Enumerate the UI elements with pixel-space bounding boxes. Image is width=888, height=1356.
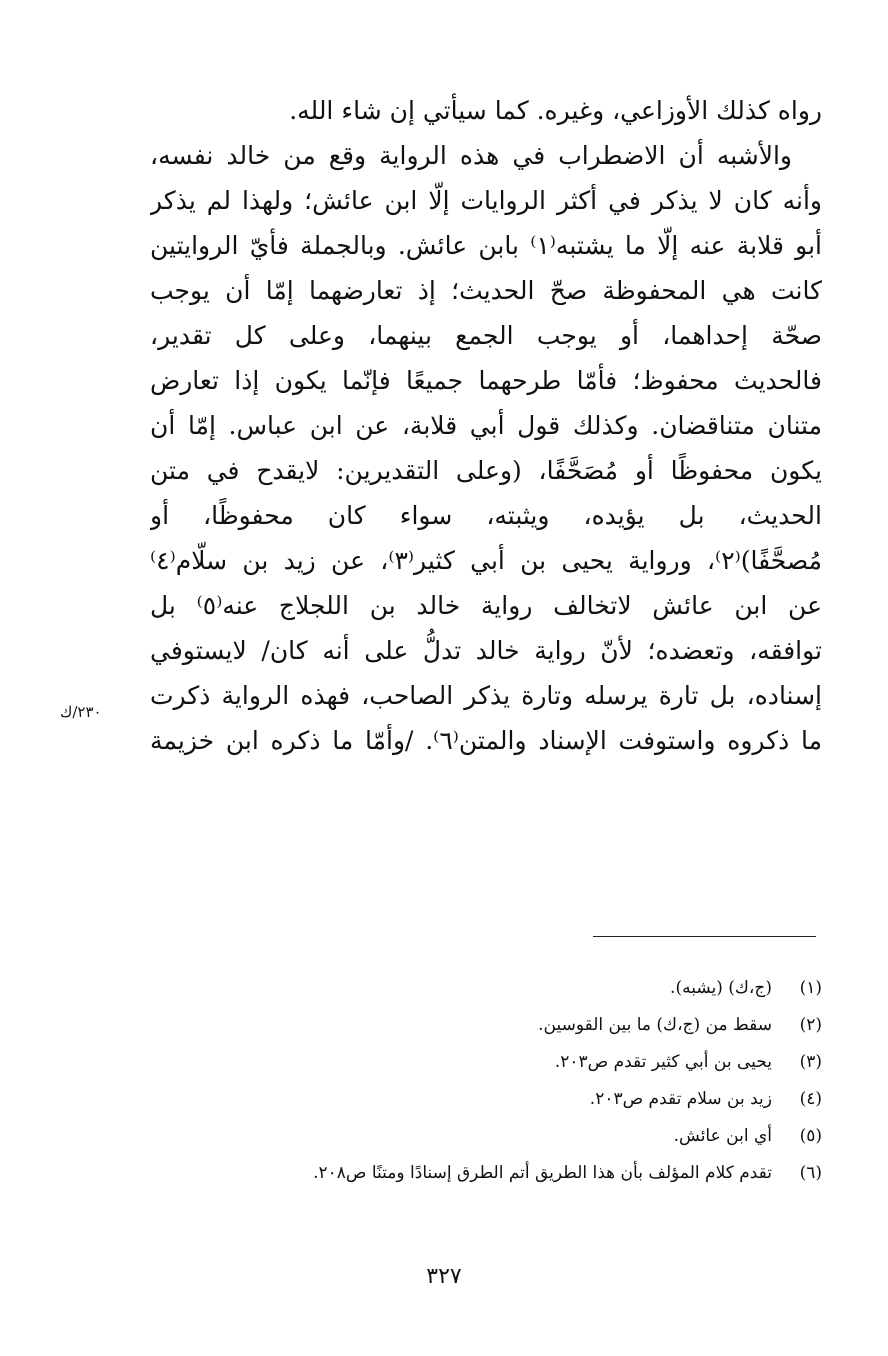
footnotes — [150, 970, 822, 1192]
text-line: توافقه، وتعضده؛ لأنّ رواية خالد تدلُّ على أنه كان/ لايستوفي — [150, 636, 822, 665]
manuscript-margin-note: ٢٣٠/ك — [60, 703, 102, 721]
footnote-text: أي ابن عائش. — [673, 1126, 772, 1146]
text-line: والأشبه أن الاضطراب في هذه الرواية وقع من خالد نفسه، — [150, 141, 792, 170]
text-line: عن ابن عائش لاتخالف رواية خالد بن اللجلاج عنه⁽٥⁾ بل — [150, 591, 822, 620]
footnote — [150, 1155, 822, 1192]
text-line: أبو قلابة عنه إلّا ما يشتبه⁽١⁾ بابن عائش. وبالجملة فأيّ الروايتين — [150, 231, 822, 260]
footnote-text: يحيى بن أبي كثير تقدم ص٢٠٣. — [554, 1052, 772, 1072]
footnote-text: (ج،ك) (يشبه). — [670, 978, 772, 998]
text-line: متنان متناقضان. وكذلك قول أبي قلابة، عن ابن عباس. إمّا أن — [150, 411, 822, 440]
text-line: صحّة إحداهما، أو يوجب الجمع بينهما، وعلى كل تقدير، — [150, 321, 822, 350]
footnote-text: تقدم كلام المؤلف بأن هذا الطريق أتم الطرق إسنادًا ومتنًا ص٢٠٨. — [313, 1163, 772, 1183]
footnote-number: (٥) — [799, 1126, 822, 1146]
footnote — [150, 1118, 822, 1155]
text-line: مُصحَّفًا)⁽٢⁾، ورواية يحيى بن أبي كثير⁽٣⁾، عن زيد بن سلّام⁽٤⁾ — [150, 546, 822, 575]
footnote-number: (٢) — [799, 1015, 822, 1035]
text-line: كانت هي المحفوظة صحّ الحديث؛ إذ تعارضهما إمّا أن يوجب — [150, 276, 822, 305]
footnote — [150, 1081, 822, 1118]
text-line: رواه كذلك الأوزاعي، وغيره. كما سيأتي إن شاء الله. — [289, 96, 822, 125]
text-line: الحديث، بل يؤيده، ويثبته، سواء كان محفوظًا، أو — [150, 501, 822, 530]
text-line: فالحديث محفوظ؛ فأمّا طرحهما جميعًا فإنّما يكون إذا تعارض — [150, 366, 822, 395]
footnote-text: زيد بن سلام تقدم ص٢٠٣. — [589, 1089, 772, 1109]
footnote-number: (٦) — [799, 1163, 822, 1183]
text-line: إسناده، بل تارة يرسله وتارة يذكر الصاحب، فهذه الرواية ذكرت — [150, 681, 822, 710]
footnote — [150, 1007, 822, 1044]
footnote — [150, 970, 822, 1007]
footnote-separator — [593, 936, 816, 937]
footnote-number: (١) — [799, 978, 822, 998]
text-line: وأنه كان لا يذكر في أكثر الروايات إلّا ابن عائش؛ ولهذا لم يذكر — [150, 186, 822, 215]
text-line: ما ذكروه واستوفت الإسناد والمتن⁽٦⁾. /وأمّا ما ذكره ابن خزيمة — [150, 726, 822, 755]
footnote-number: (٤) — [799, 1089, 822, 1109]
text-line: يكون محفوظًا أو مُصَحَّفًا، (وعلى التقديرين: لايقدح في متن — [150, 456, 822, 485]
footnote-number: (٣) — [799, 1052, 822, 1072]
footnote-text: سقط من (ج،ك) ما بين القوسين. — [538, 1015, 772, 1035]
main-text — [150, 88, 822, 763]
page-number: ٣٢٧ — [426, 1264, 462, 1289]
footnote — [150, 1044, 822, 1081]
